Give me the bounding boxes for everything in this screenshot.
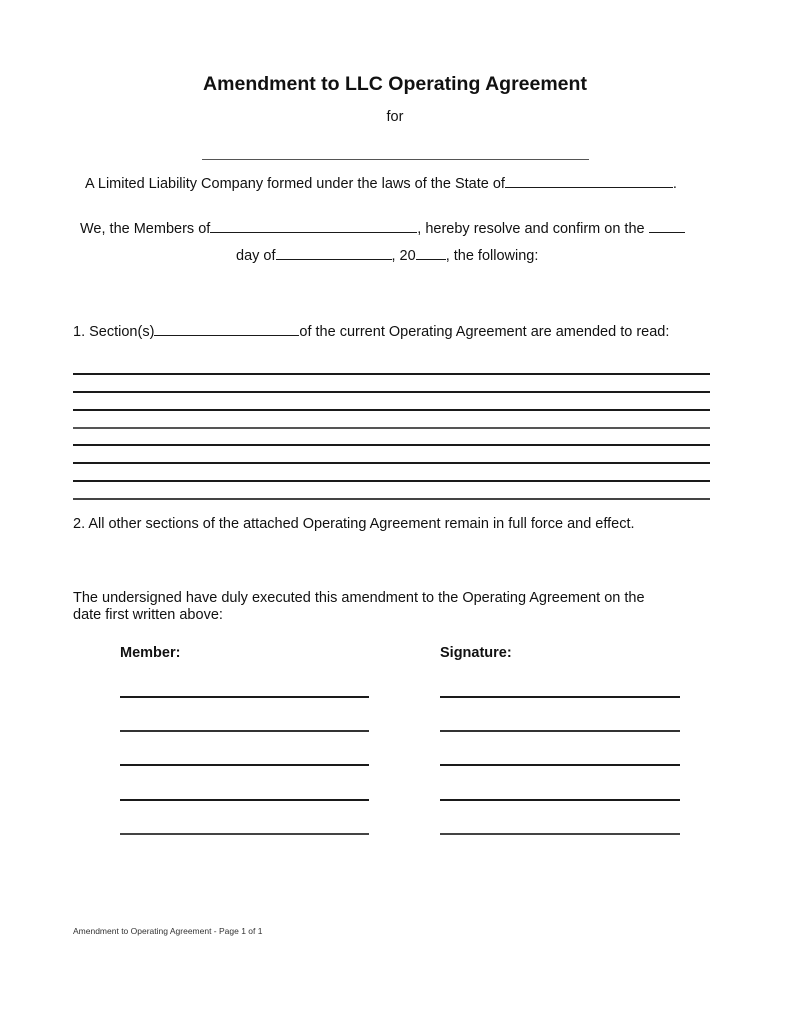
state-field[interactable] bbox=[505, 173, 673, 188]
amendment-line-2[interactable] bbox=[73, 391, 710, 393]
execution-line-2: date first written above: bbox=[73, 607, 223, 623]
member-line-1[interactable] bbox=[120, 696, 369, 698]
signature-line-2[interactable] bbox=[440, 730, 680, 732]
formation-suffix: . bbox=[672, 176, 677, 192]
amendment-line-3[interactable] bbox=[73, 409, 710, 411]
following-label: , the following: bbox=[445, 248, 539, 264]
day-field[interactable] bbox=[649, 218, 685, 233]
page-footer: Amendment to Operating Agreement - Page 1 of 1 bbox=[73, 926, 263, 936]
member-line-2[interactable] bbox=[120, 730, 369, 732]
amendment-line-5[interactable] bbox=[73, 444, 710, 446]
document-subtitle: for bbox=[386, 109, 404, 125]
signature-line-3[interactable] bbox=[440, 764, 680, 766]
signature-line-1[interactable] bbox=[440, 696, 680, 698]
signature-line-4[interactable] bbox=[440, 799, 680, 801]
member-line-4[interactable] bbox=[120, 799, 369, 801]
resolution-date-line bbox=[236, 245, 538, 264]
resolution-middle: , hereby resolve and confirm on the bbox=[417, 221, 645, 237]
amendment-line-6[interactable] bbox=[73, 462, 710, 464]
company-name-line[interactable] bbox=[202, 159, 589, 160]
sections-field[interactable] bbox=[154, 321, 299, 336]
section1-suffix: of the current Operating Agreement are amended to read: bbox=[299, 324, 670, 340]
signature-label: Signature: bbox=[440, 645, 512, 661]
execution-line-1: The undersigned have duly executed this amendment to the Operating Agreement on the bbox=[73, 590, 645, 606]
amendment-line-1[interactable] bbox=[73, 373, 710, 375]
document-title: Amendment to LLC Operating Agreement bbox=[203, 73, 587, 95]
member-line-3[interactable] bbox=[120, 764, 369, 766]
day-of-label: day of bbox=[236, 248, 276, 264]
year-field[interactable] bbox=[416, 245, 446, 260]
member-line-5[interactable] bbox=[120, 833, 369, 835]
member-label: Member: bbox=[120, 645, 181, 661]
section1-prefix: 1. Section(s) bbox=[73, 324, 155, 340]
section1-statement bbox=[73, 321, 669, 340]
signature-line-5[interactable] bbox=[440, 833, 680, 835]
month-field[interactable] bbox=[276, 245, 392, 260]
amendment-line-8[interactable] bbox=[73, 498, 710, 500]
amendment-line-4[interactable] bbox=[73, 427, 710, 429]
year-prefix: , 20 bbox=[391, 248, 416, 264]
amendment-line-7[interactable] bbox=[73, 480, 710, 482]
section2-statement: 2. All other sections of the attached Operating Agreement remain in full force and effect. bbox=[73, 516, 635, 532]
resolution-statement bbox=[80, 218, 685, 237]
formation-statement bbox=[85, 173, 677, 192]
members-field[interactable] bbox=[210, 218, 417, 233]
resolution-prefix: We, the Members of bbox=[80, 221, 211, 237]
formation-prefix: A Limited Liability Company formed under the laws of the State of bbox=[85, 176, 505, 192]
